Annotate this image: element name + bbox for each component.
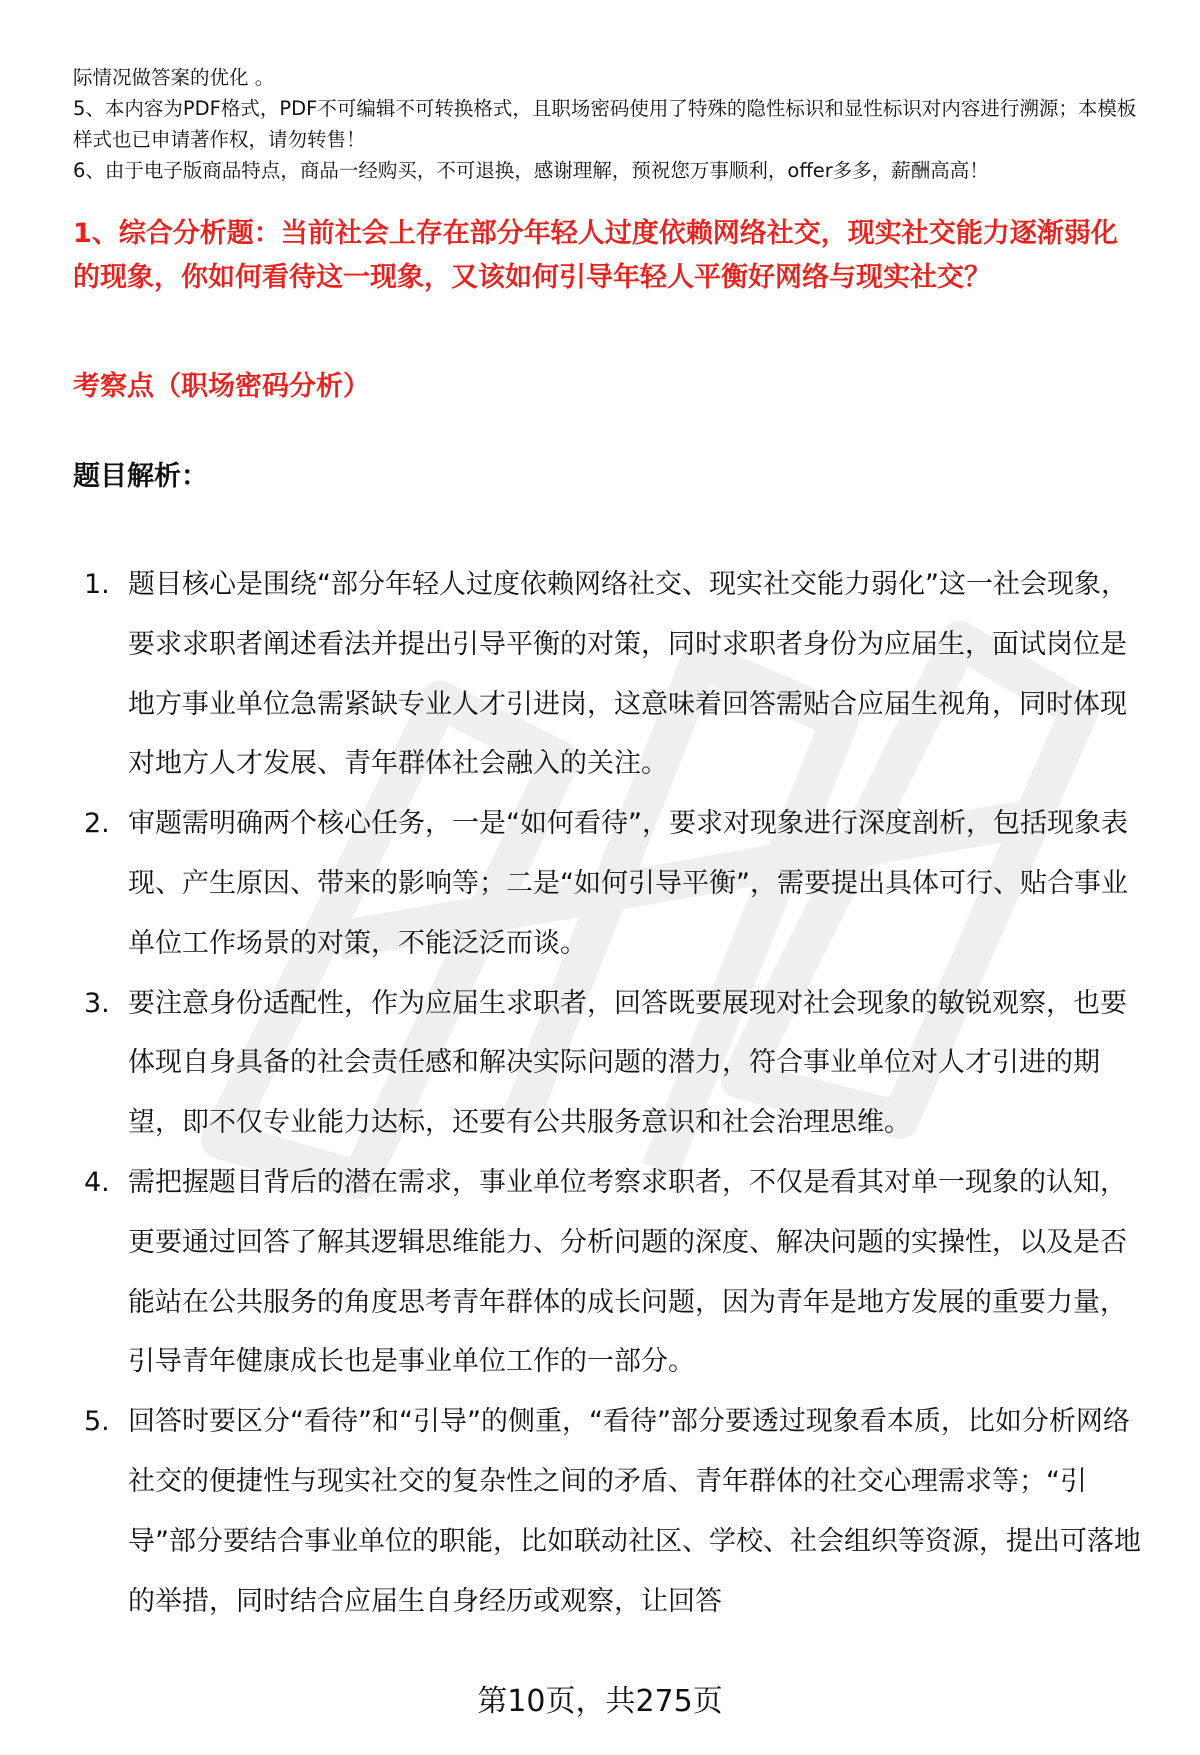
question-heading: 1、综合分析题：当前社会上存在部分年轻人过度依赖网络社交，现实社交能力逐渐弱化的现象，你如何看待这一现象，又该如何引导年轻人平衡好网络与现实社交？ [73, 218, 1118, 293]
list-item-text: 需把握题目背后的潜在需求，事业单位考察求职者，不仅是看其对单一现象的认知，更要通过回答了解其逻辑思维能力、分析问题的深度、解决问题的实操性，以及是否能站在公共服务的角度思考青年群体的成长问题，因为青年是地方发展的重要力量，引导青年健康成长也是事业单位工作的一部分。 [128, 1166, 1127, 1378]
list-item-number: 3. [84, 987, 110, 1019]
exam-point-heading: 考察点（职场密码分析） [73, 371, 370, 402]
list-item-number: 2. [84, 808, 110, 840]
intro-line: 5、本内容为PDF格式，PDF不可编辑不可转换格式，且职场密码使用了特殊的隐性标识和显性标识对内容进行溯源；本模板样式也已申请著作权，请勿转售！ [73, 97, 1137, 151]
analysis-title: 题目解析： [73, 461, 208, 492]
intro-line: 6、由于电子版商品特点，商品一经购买，不可退换，感谢理解，预祝您万事顺利，offer多多，薪酬高高！ [73, 159, 989, 182]
list-item-text: 回答时要区分“看待”和“引导”的侧重，“看待”部分要透过现象看本质，比如分析网络社交的便捷性与现实社交的复杂性之间的矛盾、青年群体的社交心理需求等；“引导”部分要结合事业单位的职能，比如联动社区、学校、社会组织等资源，提出可落地的举措，同时结合应届生自身经历或观察，让回答 [128, 1406, 1141, 1617]
list-item [78, 1392, 1148, 1631]
list-item-number: 1. [84, 569, 110, 600]
list-item [78, 555, 1148, 794]
list-item [78, 974, 1148, 1153]
list-item-text: 题目核心是围绕“部分年轻人过度依赖网络社交、现实社交能力弱化”这一社会现象，要求求职者阐述看法并提出引导平衡的对策，同时求职者身份为应届生，面试岗位是地方事业单位急需紧缺专业人才引进岗，这意味着回答需贴合应届生视角，同时体现对地方人才发展、青年群体社会融入的关注。 [128, 569, 1128, 780]
list-item [78, 1153, 1148, 1392]
list-item-number: 5. [84, 1406, 110, 1438]
analysis-list [78, 555, 1148, 1631]
list-item [78, 794, 1148, 973]
list-item-text: 审题需明确两个核心任务，一是“如何看待”，要求对现象进行深度剖析，包括现象表现、产生原因、带来的影响等；二是“如何引导平衡”，需要提出具体可行、贴合事业单位工作场景的对策，不能泛泛而谈。 [128, 808, 1128, 959]
intro-line: 际情况做答案的优化 。 [73, 66, 275, 89]
list-item-number: 4. [84, 1166, 110, 1198]
page-footer: 第10页，共275页 [477, 1684, 723, 1719]
intro-notes [73, 62, 1153, 186]
list-item-text: 要注意身份适配性，作为应届生求职者，回答既要展现对社会现象的敏锐观察，也要体现自身具备的社会责任感和解决实际问题的潜力，符合事业单位对人才引进的期望，即不仅专业能力达标，还要有公共服务意识和社会治理思维。 [128, 987, 1127, 1139]
